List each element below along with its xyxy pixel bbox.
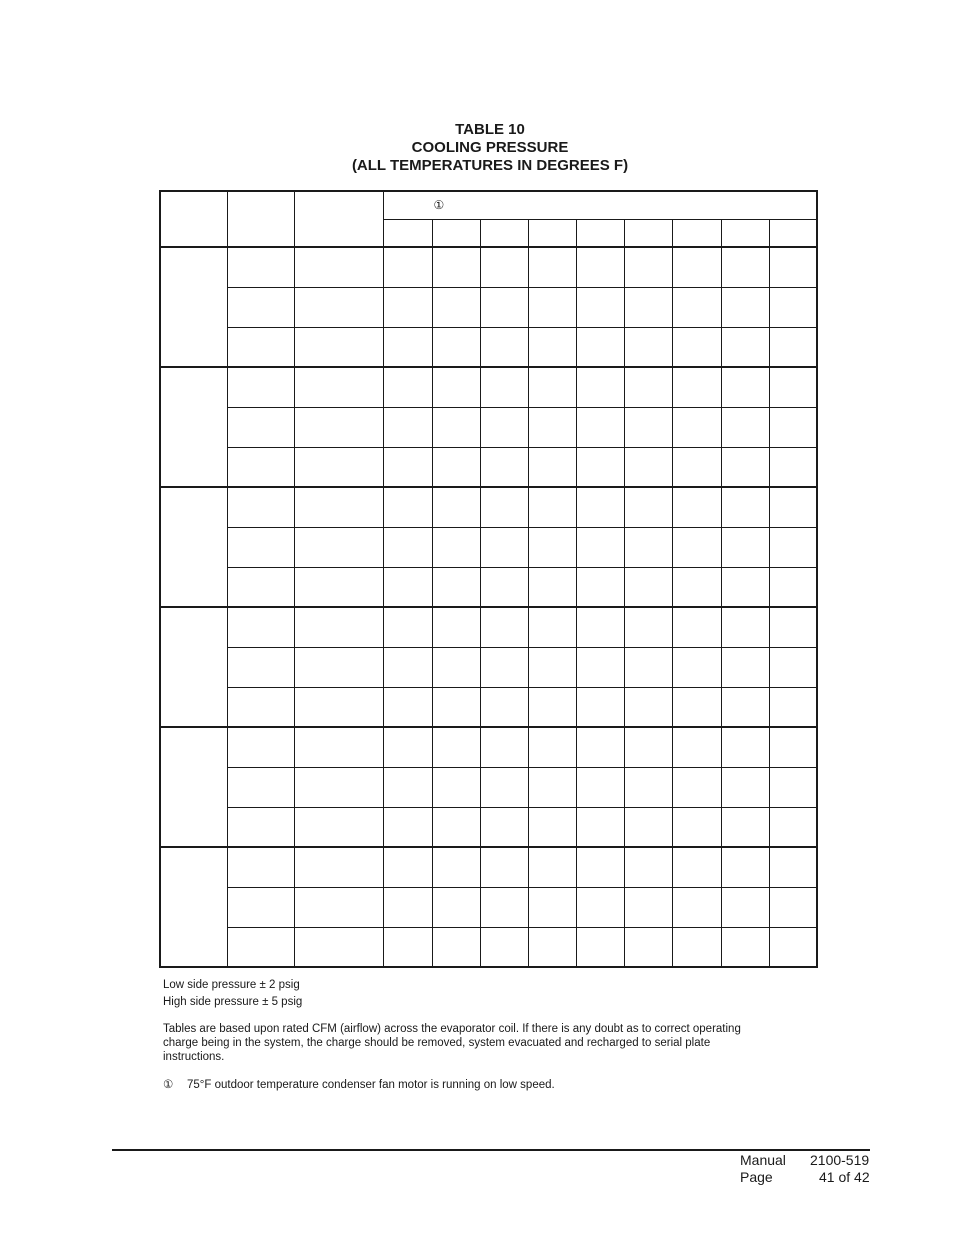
table-cell (624, 727, 672, 767)
table-cell (528, 727, 576, 767)
table-cell (432, 727, 480, 767)
table-cell (227, 367, 294, 407)
table-cell (624, 567, 672, 607)
table-cell (480, 647, 528, 687)
table-cell (576, 367, 624, 407)
table-cell (383, 927, 432, 967)
table-cell (383, 527, 432, 567)
table-cell (227, 687, 294, 727)
table-cell (432, 287, 480, 327)
table-cell (769, 567, 817, 607)
table-cell (721, 567, 769, 607)
table-cell (576, 567, 624, 607)
table-cell (769, 527, 817, 567)
table-cell (576, 687, 624, 727)
outdoor-temp-header-cell (383, 191, 817, 219)
table-cell (769, 407, 817, 447)
table-cell (383, 247, 432, 287)
table-cell (528, 847, 576, 887)
table-cell (227, 247, 294, 287)
table-cell (294, 807, 383, 847)
table-cell (528, 247, 576, 287)
table-cell (769, 927, 817, 967)
airflow-note: Tables are based upon rated CFM (airflow) across the evaporator coil. If there is any doubt as to correct operating charge being in the system, the charge should be removed, system evacuated and recharged to serial plate instructions. (163, 1023, 741, 1063)
table-cell (769, 287, 817, 327)
table-cell (227, 727, 294, 767)
table-cell (576, 807, 624, 847)
table-cell (769, 607, 817, 647)
table-cell (528, 287, 576, 327)
table-cell (672, 327, 721, 367)
table-cell (294, 487, 383, 527)
table-row (160, 727, 817, 767)
table-row (160, 567, 817, 607)
table-cell (721, 847, 769, 887)
table-cell (432, 927, 480, 967)
table-cell (672, 487, 721, 527)
table-cell (480, 407, 528, 447)
table-cell (528, 767, 576, 807)
temperature-header-cell (769, 219, 817, 247)
table-cell (383, 287, 432, 327)
model-group-cell (160, 487, 227, 607)
table-cell (672, 607, 721, 647)
table-cell (672, 647, 721, 687)
table-cell (383, 327, 432, 367)
table-cell (624, 687, 672, 727)
table-cell (672, 727, 721, 767)
table-cell (672, 407, 721, 447)
table-cell (480, 567, 528, 607)
table-cell (672, 767, 721, 807)
table-cell (432, 247, 480, 287)
table-cell (721, 327, 769, 367)
table-cell (528, 647, 576, 687)
table-cell (576, 447, 624, 487)
table-cell (294, 287, 383, 327)
table-cell (624, 807, 672, 847)
table-row (160, 807, 817, 847)
table-cell (432, 847, 480, 887)
table-cell (624, 327, 672, 367)
table-cell (576, 287, 624, 327)
table-cell (624, 887, 672, 927)
table-cell (294, 367, 383, 407)
table-row (160, 407, 817, 447)
table-cell (480, 607, 528, 647)
table-cell (432, 687, 480, 727)
table-cell (294, 527, 383, 567)
temperature-header-cell (480, 219, 528, 247)
table-cell (624, 607, 672, 647)
table-cell (672, 687, 721, 727)
table-row (160, 647, 817, 687)
table-cell (769, 887, 817, 927)
table-cell (227, 567, 294, 607)
cooling-pressure-table (159, 190, 818, 968)
high-side-pressure-note: High side pressure ± 5 psig (163, 996, 303, 1008)
table-cell (576, 607, 624, 647)
table-cell (480, 887, 528, 927)
table-cell (383, 887, 432, 927)
table-cell (294, 327, 383, 367)
table-cell (624, 927, 672, 967)
table-cell (383, 567, 432, 607)
table-row (160, 327, 817, 367)
table-cell (528, 327, 576, 367)
table-cell (480, 527, 528, 567)
table-row (160, 247, 817, 287)
header-cell (227, 191, 294, 247)
table-cell (528, 887, 576, 927)
table-cell (227, 807, 294, 847)
table-cell (383, 647, 432, 687)
table-cell (769, 847, 817, 887)
table-cell (624, 447, 672, 487)
table-cell (227, 607, 294, 647)
table-cell (624, 247, 672, 287)
table-cell (576, 767, 624, 807)
table-cell (769, 247, 817, 287)
table-cell (769, 767, 817, 807)
table-row (160, 887, 817, 927)
model-group-cell (160, 367, 227, 487)
table-cell (432, 447, 480, 487)
table-cell (576, 727, 624, 767)
table-cell (576, 327, 624, 367)
table-cell (721, 527, 769, 567)
table-cell (383, 727, 432, 767)
table-cell (383, 767, 432, 807)
table-cell (576, 647, 624, 687)
table-cell (528, 927, 576, 967)
table-cell (480, 847, 528, 887)
table-cell (721, 687, 769, 727)
table-cell (432, 527, 480, 567)
table-row (160, 447, 817, 487)
table-title: TABLE 10 (455, 121, 525, 138)
table-cell (432, 807, 480, 847)
table-cell (480, 327, 528, 367)
table-cell (294, 887, 383, 927)
table-cell (294, 727, 383, 767)
table-cell (576, 487, 624, 527)
table-row (160, 927, 817, 967)
table-cell (480, 767, 528, 807)
table-cell (432, 647, 480, 687)
table-cell (294, 847, 383, 887)
manual-number: 2100-519 (810, 1152, 870, 1168)
table-cell (383, 367, 432, 407)
table-cell (528, 687, 576, 727)
table-cell (294, 607, 383, 647)
table-cell (227, 527, 294, 567)
temperature-header-cell (528, 219, 576, 247)
table-cell (721, 647, 769, 687)
table-cell (227, 327, 294, 367)
table-row (160, 607, 817, 647)
table-cell (432, 327, 480, 367)
table-cell (480, 367, 528, 407)
table-cell (294, 647, 383, 687)
table-cell (383, 407, 432, 447)
table-cell (769, 727, 817, 767)
table-cell (294, 767, 383, 807)
table-cell (480, 807, 528, 847)
table-cell (721, 607, 769, 647)
table-cell (624, 367, 672, 407)
table-cell (294, 567, 383, 607)
table-cell (480, 447, 528, 487)
table-cell (769, 807, 817, 847)
table-cell (432, 607, 480, 647)
table-cell (227, 767, 294, 807)
table-cell (769, 447, 817, 487)
table-cell (721, 407, 769, 447)
table-cell (383, 487, 432, 527)
table-row (160, 527, 817, 567)
table-units-note: (ALL TEMPERATURES IN DEGREES F) (351, 157, 629, 174)
table-cell (721, 887, 769, 927)
table-cell (672, 527, 721, 567)
table-cell (672, 887, 721, 927)
table-cell (769, 647, 817, 687)
table-cell (672, 447, 721, 487)
table-cell (721, 247, 769, 287)
header-cell (160, 191, 227, 247)
table-cell (576, 407, 624, 447)
temperature-header-cell (432, 219, 480, 247)
page-number: 41 of 42 (819, 1169, 870, 1185)
temperature-header-cell (624, 219, 672, 247)
table-cell (294, 447, 383, 487)
table-cell (227, 447, 294, 487)
table-cell (721, 927, 769, 967)
table-cell (769, 687, 817, 727)
table-cell (672, 287, 721, 327)
table-cell (576, 527, 624, 567)
table-cell (383, 847, 432, 887)
table-cell (528, 447, 576, 487)
table-cell (528, 567, 576, 607)
table-cell (480, 727, 528, 767)
table-cell (721, 807, 769, 847)
table-cell (432, 367, 480, 407)
table-cell (528, 807, 576, 847)
table-cell (624, 847, 672, 887)
table-cell (721, 727, 769, 767)
model-group-cell (160, 727, 227, 847)
table-cell (227, 927, 294, 967)
footnote-text: 75°F outdoor temperature condenser fan motor is running on low speed. (187, 1079, 555, 1091)
table-cell (721, 367, 769, 407)
page-label: Page (740, 1169, 773, 1185)
table-cell (227, 887, 294, 927)
table-cell (383, 807, 432, 847)
table-cell (480, 287, 528, 327)
table-cell (528, 407, 576, 447)
table-cell (624, 407, 672, 447)
table-cell (227, 287, 294, 327)
table-cell (672, 567, 721, 607)
table-cell (769, 327, 817, 367)
model-group-cell (160, 847, 227, 967)
table-cell (672, 247, 721, 287)
low-side-pressure-note: Low side pressure ± 2 psig (163, 979, 300, 991)
table-cell (576, 887, 624, 927)
table-cell (721, 487, 769, 527)
table-cell (294, 247, 383, 287)
table-cell (721, 287, 769, 327)
footnote-marker: ① (163, 1079, 174, 1091)
header-cell (294, 191, 383, 247)
table-cell (227, 407, 294, 447)
table-cell (624, 767, 672, 807)
table-cell (432, 887, 480, 927)
table-cell (294, 927, 383, 967)
table-row (160, 687, 817, 727)
table-cell (227, 647, 294, 687)
table-cell (528, 367, 576, 407)
model-group-cell (160, 247, 227, 367)
table-cell (432, 407, 480, 447)
temperature-header-cell (576, 219, 624, 247)
table-cell (624, 287, 672, 327)
table-cell (432, 567, 480, 607)
table-cell (383, 687, 432, 727)
table-cell (769, 367, 817, 407)
table-cell (576, 847, 624, 887)
table-cell (721, 447, 769, 487)
table-cell (672, 847, 721, 887)
table-cell (672, 927, 721, 967)
table-cell (769, 487, 817, 527)
table-cell (432, 487, 480, 527)
table-cell (294, 407, 383, 447)
table-cell (227, 847, 294, 887)
table-cell (432, 767, 480, 807)
table-cell (576, 927, 624, 967)
table-cell (528, 607, 576, 647)
table-cell (624, 527, 672, 567)
table-cell (672, 807, 721, 847)
footnote-reference-marker: ① (433, 198, 445, 212)
model-group-cell (160, 607, 227, 727)
table-cell (480, 487, 528, 527)
table-cell (383, 447, 432, 487)
table-row (160, 487, 817, 527)
table-cell (480, 687, 528, 727)
table-row (160, 367, 817, 407)
table-cell (624, 487, 672, 527)
table-cell (383, 607, 432, 647)
temperature-header-cell (721, 219, 769, 247)
table-cell (528, 527, 576, 567)
table-cell (576, 247, 624, 287)
footer-divider (112, 1149, 870, 1151)
table-cell (227, 487, 294, 527)
temperature-header-cell (672, 219, 721, 247)
temperature-header-cell (383, 219, 432, 247)
table-cell (672, 367, 721, 407)
table-row (160, 767, 817, 807)
manual-label: Manual (740, 1152, 786, 1168)
table-subtitle: COOLING PRESSURE (411, 139, 569, 156)
table-cell (721, 767, 769, 807)
table-row (160, 287, 817, 327)
table-cell (294, 687, 383, 727)
table-row (160, 847, 817, 887)
table-cell (528, 487, 576, 527)
table-cell (480, 247, 528, 287)
table-cell (480, 927, 528, 967)
table-cell (624, 647, 672, 687)
